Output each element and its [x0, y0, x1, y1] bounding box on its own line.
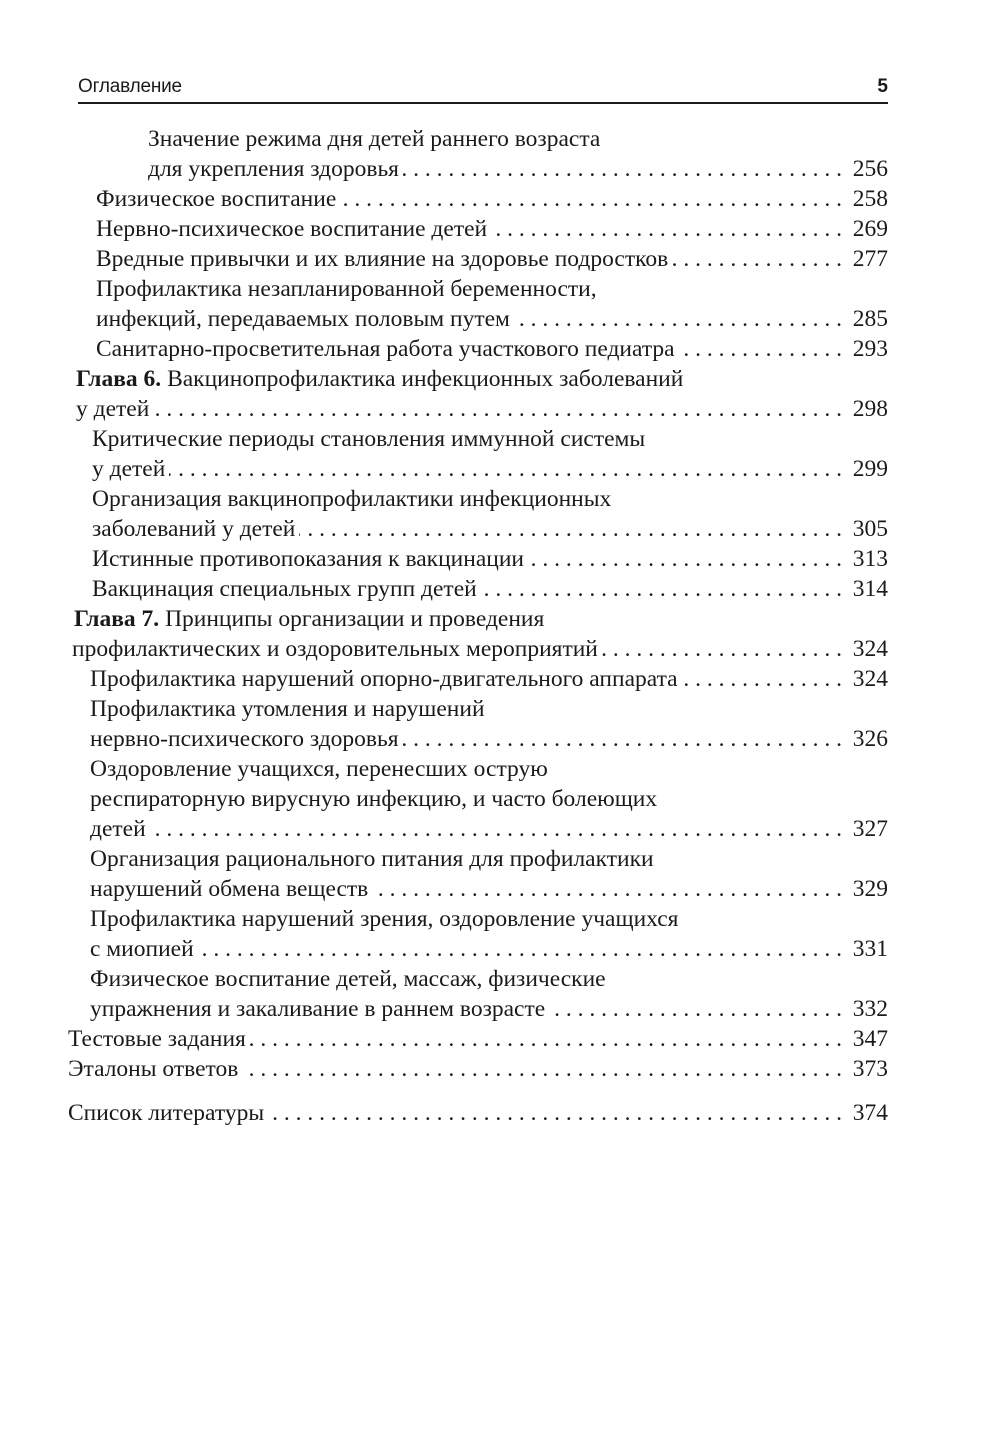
toc-page: 313: [847, 544, 888, 574]
toc-page: 373: [847, 1054, 888, 1084]
toc-line: . . . Тестовые задания 347: [68, 1024, 888, 1054]
chapter-label: Глава 7.: [74, 606, 160, 632]
page-number: 5: [877, 76, 888, 97]
toc-line: Организация рационального питания для профилактики: [90, 844, 888, 874]
chapter-label: Глава 6.: [76, 366, 162, 392]
toc-page: 256: [847, 154, 888, 184]
toc-page: 305: [847, 514, 888, 544]
running-header: [78, 74, 888, 104]
toc-line: . . . Истинные противопоказания к вакцинации 313: [92, 544, 888, 574]
toc-line: респираторную вирусную инфекцию, и часто болеющих: [90, 784, 888, 814]
toc-line: . . . у детей 298: [76, 394, 888, 424]
toc-line: . . . с миопией 331: [90, 934, 888, 964]
toc-page: 277: [847, 244, 888, 274]
toc-line: Значение режима дня детей раннего возраста: [148, 124, 888, 154]
toc-page: 324: [847, 634, 888, 664]
toc-page: 329: [847, 874, 888, 904]
toc-line: . . . нервно-психического здоровья 326: [90, 724, 888, 754]
toc-chapter-line: Глава 7. Принципы организации и проведения: [74, 604, 888, 634]
toc-line: Организация вакцинопрофилактики инфекционных: [92, 484, 888, 514]
toc-line: Профилактика нарушений зрения, оздоровление учащихся: [90, 904, 888, 934]
toc-page: 299: [847, 454, 888, 484]
toc-line: . . . упражнения и закаливание в раннем возрасте 332: [90, 994, 888, 1024]
toc-page: 331: [847, 934, 888, 964]
toc-line: . . . профилактических и оздоровительных мероприятий 324: [72, 634, 888, 664]
toc-line: . . . детей 327: [90, 814, 888, 844]
toc-page: 258: [847, 184, 888, 214]
toc-page: 327: [847, 814, 888, 844]
toc-line: . . . Список литературы 374: [68, 1098, 888, 1128]
toc-page: 298: [847, 394, 888, 424]
toc-line: Профилактика незапланированной беременности,: [96, 274, 888, 304]
toc-line: Профилактика утомления и нарушений: [90, 694, 888, 724]
toc-page: 326: [847, 724, 888, 754]
toc-page: 332: [847, 994, 888, 1024]
toc-line: . . . Физическое воспитание 258: [96, 184, 888, 214]
toc-line: . . . Нервно-психическое воспитание детей 269: [96, 214, 888, 244]
toc-chapter-line: Глава 6. Вакцинопрофилактика инфекционных заболеваний: [76, 364, 888, 394]
toc-page: 314: [847, 574, 888, 604]
running-header-title: Оглавление: [78, 76, 182, 97]
toc-page: 324: [847, 664, 888, 694]
toc-line: . . . Профилактика нарушений опорно-двигательного аппарата 324: [90, 664, 888, 694]
toc-line: . . . у детей 299: [92, 454, 888, 484]
toc-line: . . . Вредные привычки и их влияние на здоровье подростков 277: [96, 244, 888, 274]
toc-line: . . . нарушений обмена веществ 329: [90, 874, 888, 904]
toc-line: . . . Вакцинация специальных групп детей 314: [92, 574, 888, 604]
toc-page: 347: [847, 1024, 888, 1054]
toc-line: . . . для укрепления здоровья 256: [148, 154, 888, 184]
toc-line: . . . инфекций, передаваемых половым путем 285: [96, 304, 888, 334]
toc-line: Критические периоды становления иммунной системы: [92, 424, 888, 454]
toc-line: . . . Эталоны ответов 373: [68, 1054, 888, 1084]
toc-line: . . . Санитарно-просветительная работа участкового педиатра 293: [96, 334, 888, 364]
toc-line: . . . заболеваний у детей 305: [92, 514, 888, 544]
toc-page: 269: [847, 214, 888, 244]
toc-line: Оздоровление учащихся, перенесших острую: [90, 754, 888, 784]
toc-page: 374: [847, 1098, 888, 1128]
toc-line: Физическое воспитание детей, массаж, физические: [90, 964, 888, 994]
toc-page: 293: [847, 334, 888, 364]
toc-page: 285: [847, 304, 888, 334]
